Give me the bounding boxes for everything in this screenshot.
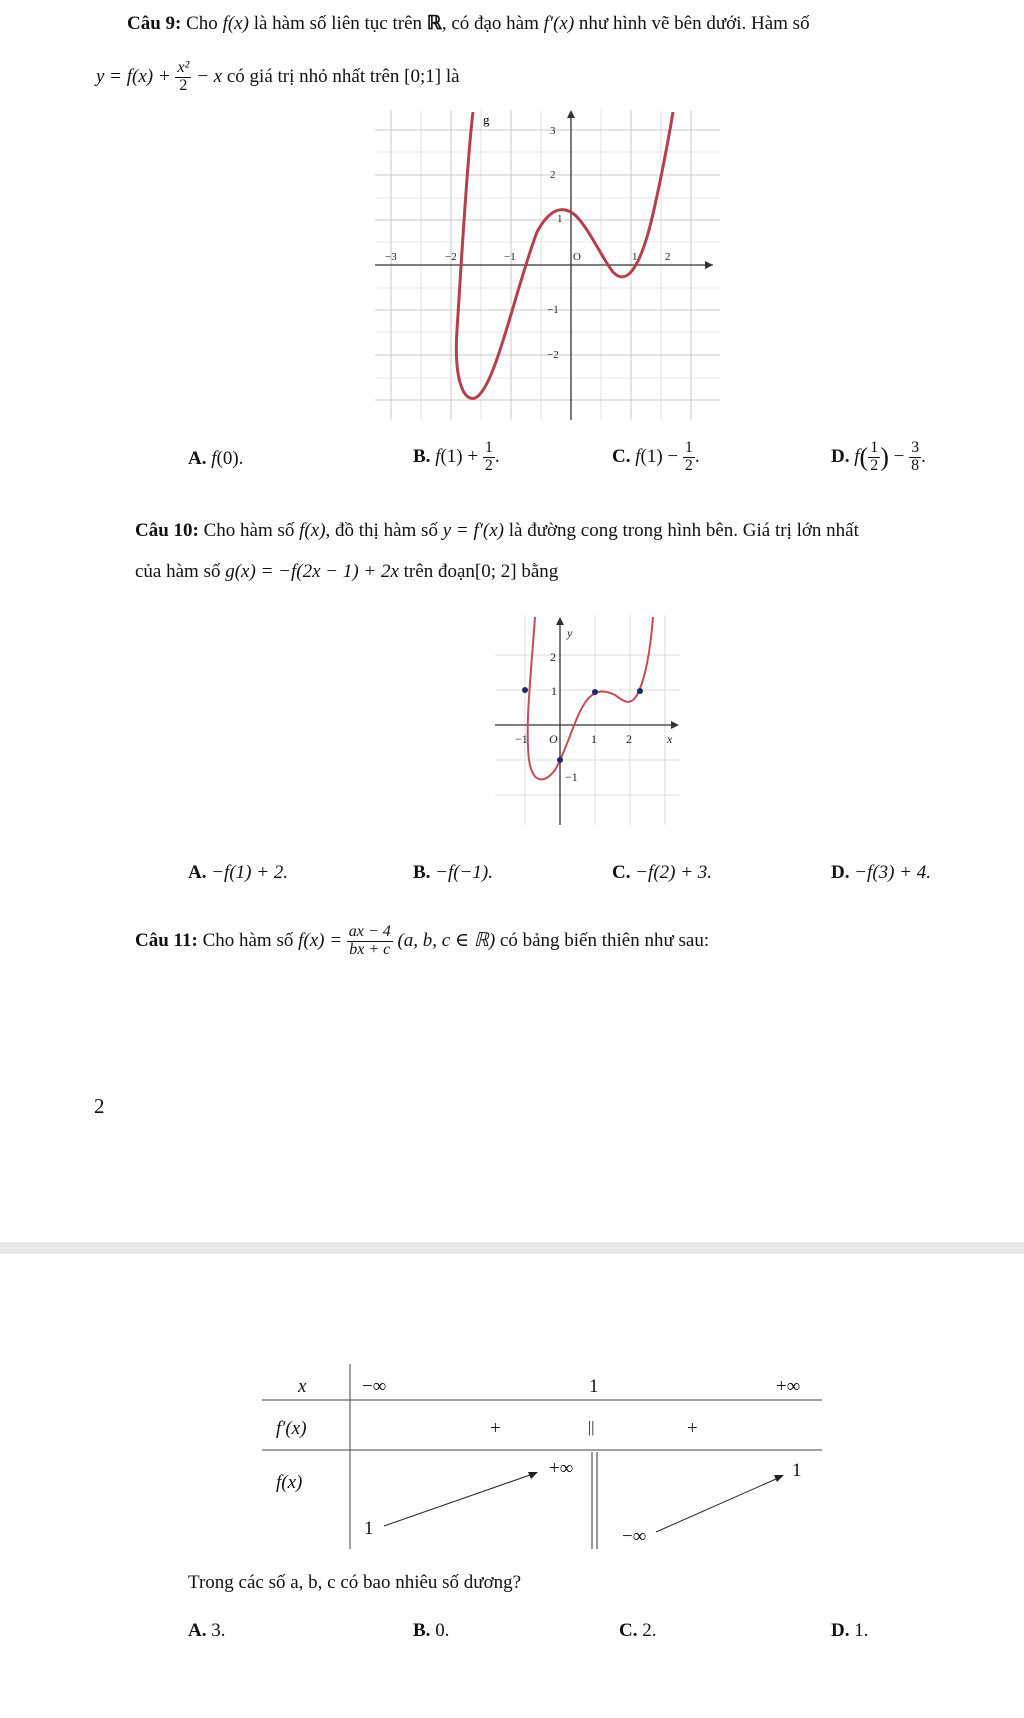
q9-fx: f(x): [222, 13, 249, 34]
q9-eq-den: 2: [179, 77, 188, 95]
q9-answer-c[interactable]: C. f(1) − $\frac{1}{2}$ .: [612, 439, 700, 475]
q9-ytick: 1: [557, 213, 563, 225]
q11-sign: +: [687, 1418, 698, 1439]
q10-text: trên đoạn: [398, 561, 475, 582]
answer-letter: C.: [619, 1620, 638, 1641]
q11-num: ax − 4: [348, 923, 391, 941]
q9-answer-a[interactable]: A. f(0).: [188, 448, 244, 469]
q10-point: [637, 688, 643, 694]
q11-f-val: 1: [364, 1518, 374, 1539]
answer-letter: A.: [188, 448, 207, 469]
q9-ytick: 2: [550, 169, 556, 181]
answer-text: −f(−1).: [435, 862, 494, 883]
q9-text: , có đạo hàm: [441, 13, 544, 34]
q9-xtick: −1: [504, 251, 516, 263]
q11-den: bx + c: [349, 941, 391, 959]
q10-interval: [0; 2]: [474, 561, 517, 582]
q11-h-x: x: [298, 1376, 307, 1397]
q10-point: [522, 687, 528, 693]
answer-letter: D.: [831, 1620, 850, 1641]
answer-letter: D.: [831, 446, 850, 467]
answer-letter: B.: [413, 862, 431, 883]
page-number: 2: [94, 1094, 105, 1118]
q10-text: , đồ thị hàm số: [325, 520, 443, 541]
q11-answer-b[interactable]: [413, 1620, 449, 1642]
q10-y-arrow-icon: [556, 617, 564, 625]
q10-text: là đường cong trong hình bên. Giá trị lớn nhất: [503, 520, 859, 541]
answer-text: 3.: [211, 1620, 226, 1641]
q10-label: Câu 10:: [135, 520, 199, 541]
q10-ytick: 1: [551, 684, 557, 698]
q9-xtick: −3: [385, 251, 397, 263]
q11-x-val: +∞: [776, 1376, 801, 1397]
q10-yfp: y = f′(x): [442, 520, 504, 541]
answer-letter: C.: [612, 862, 631, 883]
q10-graph: [495, 615, 680, 825]
q10-point: [592, 689, 598, 695]
q10-curve: [528, 617, 653, 779]
answer-letter: A.: [188, 1620, 207, 1641]
q9-y-arrow-icon: [567, 110, 575, 118]
q11-answer-a[interactable]: [188, 1620, 225, 1642]
q10-xtick: 2: [626, 732, 632, 746]
q11-arrowhead-icon: [528, 1472, 538, 1479]
q10-answer-d[interactable]: [831, 862, 931, 884]
q11-variation-table: [262, 1364, 822, 1549]
q9-fpx: f′(x): [543, 13, 575, 34]
q11-arrowhead-icon: [774, 1475, 784, 1482]
q10-line1: [135, 520, 859, 542]
q11-fraction: [347, 924, 393, 959]
q11-question: Trong các số a, b, c có bao nhiêu số dương?: [188, 1572, 522, 1593]
q9-answer-b[interactable]: B. f(1) + $\frac{1}{2}$ .: [413, 439, 500, 475]
q9-xtick: 2: [665, 251, 671, 263]
q9-label-g: g: [483, 112, 490, 127]
q11-x-val: −∞: [362, 1376, 387, 1397]
q9-answer-d[interactable]: D. f( $\frac{1}{2}$ ) − $\frac{3}{8}$ .: [831, 439, 926, 475]
q10-grid: [495, 615, 680, 825]
q10-label-x: x: [667, 732, 673, 746]
q11-sign: +: [490, 1418, 501, 1439]
q9-text: là: [441, 66, 460, 87]
q9-xtick: O: [573, 251, 581, 263]
answer-text: 0.: [435, 1620, 450, 1641]
q9-line2: [96, 52, 460, 102]
answer-text: −f(1) + 2.: [211, 862, 289, 883]
q9-eq-lhs: y = f(x) +: [96, 66, 176, 87]
answer-letter: B.: [413, 1620, 431, 1641]
answer-letter: C.: [612, 446, 631, 467]
q10-point: [557, 757, 563, 763]
answer-letter: B.: [413, 446, 431, 467]
q9-reals: ℝ: [426, 13, 442, 34]
q11-arrow-up: [656, 1479, 776, 1532]
q9-text: như hình vẽ bên dưới. Hàm số: [574, 13, 810, 34]
q9-text: Cho: [181, 13, 223, 34]
q10-xtick: 1: [591, 732, 597, 746]
q9-eq-rhs: − x: [191, 66, 223, 87]
q11-h-fp: f′(x): [276, 1418, 307, 1439]
q10-xtick: O: [549, 732, 558, 746]
q10-label-y: y: [567, 626, 573, 640]
q11-answer-d[interactable]: [831, 1620, 868, 1642]
q11-fx-lhs: f(x) =: [298, 930, 347, 951]
q9-text: có giá trị nhỏ nhất trên: [222, 66, 405, 87]
q10-answer-b[interactable]: [413, 862, 493, 884]
answer-text: 2.: [642, 1620, 657, 1641]
q9-xtick: −2: [445, 251, 457, 263]
q11-arrow-up: [384, 1475, 530, 1526]
q9-ytick: 3: [550, 125, 556, 137]
q10-gx: g(x) = −f(2x − 1) + 2x: [225, 561, 399, 582]
q9-label: Câu 9:: [127, 13, 182, 34]
q11-x-val: 1: [589, 1376, 599, 1397]
answer-text: −f(3) + 4.: [854, 862, 932, 883]
q9-xtick: 1: [632, 251, 638, 263]
q11-answer-c[interactable]: [619, 1620, 656, 1642]
q9-ytick: −2: [547, 349, 559, 361]
q10-x-arrow-icon: [671, 721, 679, 729]
q11-sign: ||: [588, 1419, 595, 1436]
q10-line2: [135, 561, 558, 583]
answer-letter: A.: [188, 862, 207, 883]
q10-text: của hàm số: [135, 561, 226, 582]
q10-text: Cho hàm số: [198, 520, 300, 541]
q11-text: Cho hàm số: [197, 930, 299, 951]
q10-fx: f(x): [299, 520, 326, 541]
q10-ytick: −1: [565, 770, 578, 784]
q9-ytick: −1: [547, 304, 559, 316]
q10-answer-a[interactable]: [188, 862, 288, 884]
q9-interval: [0;1]: [404, 66, 442, 87]
q10-answer-c[interactable]: [612, 862, 712, 884]
q11-h-f: f(x): [276, 1472, 303, 1493]
q9-line1: [127, 12, 810, 35]
page-break: [0, 1242, 1024, 1254]
q10-ytick: 2: [550, 650, 556, 664]
q11-cond: (a, b, c ∈ ℝ): [392, 930, 496, 951]
answer-text: 1.: [854, 1620, 869, 1641]
q11-f-val: −∞: [622, 1526, 647, 1547]
q9-text: là hàm số liên tục trên: [248, 13, 427, 34]
q10-text: bằng: [516, 561, 559, 582]
answer-text: −f(2) + 3.: [635, 862, 713, 883]
q9-x-arrow-icon: [705, 261, 713, 269]
q9-eq-num: x²: [177, 59, 190, 77]
q11-line1: [135, 916, 709, 966]
q9-graph: [375, 110, 720, 420]
q11-text: có bảng biến thiên như sau:: [495, 930, 710, 951]
q11-label: Câu 11:: [135, 930, 198, 951]
q10-xtick: −1: [515, 732, 528, 746]
q11-f-val: 1: [792, 1460, 802, 1481]
q11-f-val: +∞: [549, 1458, 574, 1479]
answer-letter: D.: [831, 862, 850, 883]
q9-eq-fraction: [175, 60, 191, 95]
